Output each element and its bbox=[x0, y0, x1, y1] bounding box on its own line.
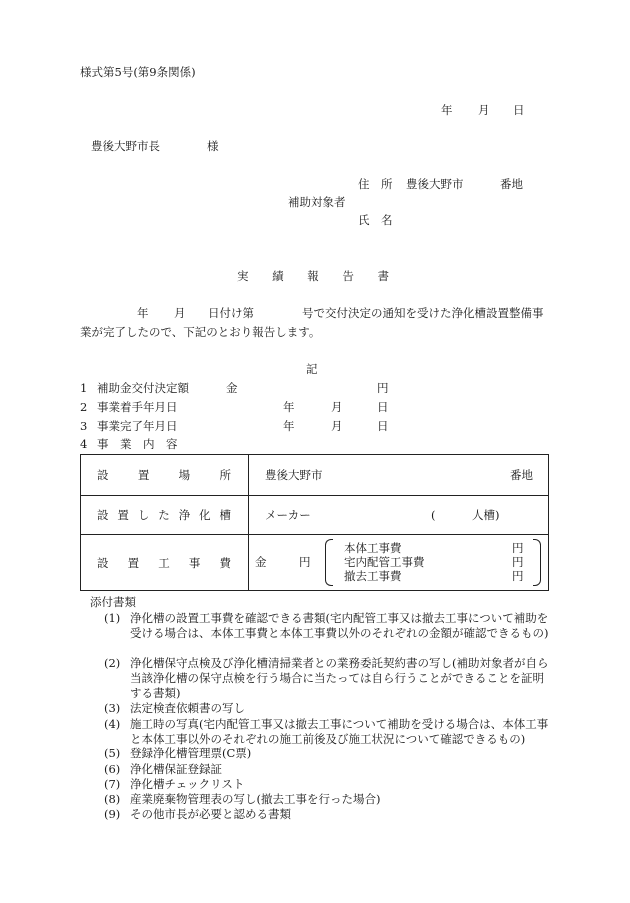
attachment-text: 法定検査依頼書の写し bbox=[130, 701, 245, 715]
applicant-city: 豊後大野市 bbox=[406, 177, 464, 191]
project-table bbox=[80, 454, 549, 591]
item-year: 年 bbox=[283, 400, 295, 414]
attachment-text: 施工時の写真(宅内配管工事又は撤去工事について補助を受ける場合は、本体工事と本体工事以外のそれぞれの施工前後及び施工状況について確認できるもの) bbox=[130, 717, 549, 746]
item-label-content: 事 業 内 容 bbox=[97, 437, 178, 451]
table-label-tank: 設 置 し た 浄 化 槽 bbox=[81, 496, 249, 535]
item-num: 3 bbox=[80, 419, 88, 433]
breakdown-unit: 円 bbox=[512, 541, 524, 555]
item-label-end-date: 事業完了年月日 bbox=[97, 419, 178, 433]
item-kin: 金 bbox=[226, 381, 238, 395]
table-yen: 円 bbox=[299, 555, 311, 569]
attachment-num: (4) bbox=[104, 717, 121, 731]
attachment-num: (5) bbox=[104, 746, 121, 760]
form-id: 様式第5号(第9条関係) bbox=[80, 65, 196, 79]
attachment-text: 産業廃棄物管理表の写し(撤去工事を行った場合) bbox=[130, 792, 381, 806]
attachment-text: 浄化槽保守点検及び浄化槽清掃業者との業務委託契約書の写し(補助対象者が自ら当該浄化槽の保守点検を行う場合に当たっては自ら行うことができることを証明する書類) bbox=[130, 656, 549, 700]
table-label-location: 設 置 場 所 bbox=[81, 455, 249, 496]
item-num: 4 bbox=[80, 437, 88, 451]
table-value-tank bbox=[249, 496, 549, 535]
attachment-num: (3) bbox=[104, 701, 121, 715]
title-char: 書 bbox=[377, 269, 389, 283]
item-year: 年 bbox=[283, 419, 295, 433]
table-paren: ( bbox=[431, 507, 436, 522]
ki-heading: 記 bbox=[306, 362, 318, 376]
attachment-num: (2) bbox=[104, 656, 121, 670]
item-month: 月 bbox=[331, 400, 343, 414]
attachment-text: 浄化槽保証登録証 bbox=[130, 762, 222, 776]
attachment-num: (6) bbox=[104, 762, 121, 776]
date-day: 日 bbox=[513, 103, 525, 117]
body-year: 年 bbox=[137, 306, 149, 320]
document-title bbox=[237, 269, 389, 284]
item-label-start-date: 事業着手年月日 bbox=[97, 400, 178, 414]
table-maker: メーカー bbox=[265, 507, 311, 522]
item-month: 月 bbox=[331, 419, 343, 433]
attachment-num: (7) bbox=[104, 777, 121, 791]
table-value-cost bbox=[249, 535, 549, 591]
item-yen: 円 bbox=[377, 381, 389, 395]
body-line2: 業が完了したので、下記のとおり報告します。 bbox=[80, 325, 321, 339]
title-char: 績 bbox=[272, 269, 284, 283]
breakdown-unit: 円 bbox=[512, 569, 524, 583]
applicant-address-label: 住 所 bbox=[358, 177, 393, 191]
item-label-grant: 補助金交付決定額 bbox=[97, 381, 189, 395]
addressee-name: 豊後大野市長 bbox=[91, 139, 160, 153]
breakdown-label: 宅内配管工事費 bbox=[344, 555, 425, 569]
attachment-num: (9) bbox=[104, 807, 121, 821]
attachment-text: 浄化槽チェックリスト bbox=[130, 777, 245, 791]
item-num: 2 bbox=[80, 400, 88, 414]
item-day: 日 bbox=[377, 400, 389, 414]
applicant-banchi: 番地 bbox=[500, 177, 523, 191]
date-year: 年 bbox=[441, 103, 453, 117]
attachment-num: (1) bbox=[104, 611, 121, 625]
item-num: 1 bbox=[80, 381, 88, 395]
body-month: 月 bbox=[174, 306, 186, 320]
attachment-text: 浄化槽の設置工事費を確認できる書類(宅内配管工事又は撤去工事について補助を受ける場合は、本体工事費と本体工事費以外のそれぞれの金額が確認できるもの) bbox=[130, 611, 549, 640]
attachments-heading: 添付書類 bbox=[90, 595, 136, 609]
table-ninsou: 人槽) bbox=[472, 507, 500, 522]
attachment-text: 登録浄化槽管理票(C票) bbox=[130, 746, 252, 760]
breakdown-label: 本体工事費 bbox=[344, 541, 402, 555]
breakdown-label: 撤去工事費 bbox=[344, 569, 402, 583]
applicant-name-label: 氏 名 bbox=[358, 213, 393, 227]
title-char: 実 bbox=[237, 269, 249, 283]
attachment-num: (8) bbox=[104, 792, 121, 806]
date-month: 月 bbox=[478, 103, 490, 117]
bracket-right bbox=[533, 539, 541, 586]
body-rest: 号で交付決定の通知を受けた浄化槽設置整備事 bbox=[302, 306, 544, 320]
table-label-cost: 設 置 工 事 費 bbox=[81, 535, 249, 591]
bracket-left bbox=[325, 539, 333, 586]
attachment-text: その他市長が必要と認める書類 bbox=[130, 807, 291, 821]
title-char: 報 bbox=[307, 269, 319, 283]
body-date-suffix: 日付け第 bbox=[208, 306, 254, 320]
title-char: 告 bbox=[342, 269, 354, 283]
applicant-role-label: 補助対象者 bbox=[288, 195, 346, 209]
addressee-honorific: 様 bbox=[207, 139, 219, 153]
table-city: 豊後大野市 bbox=[265, 468, 323, 482]
table-kin: 金 bbox=[255, 555, 267, 569]
table-banchi: 番地 bbox=[510, 468, 533, 482]
breakdown-unit: 円 bbox=[512, 555, 524, 569]
table-value-location bbox=[249, 455, 549, 496]
item-day: 日 bbox=[377, 419, 389, 433]
